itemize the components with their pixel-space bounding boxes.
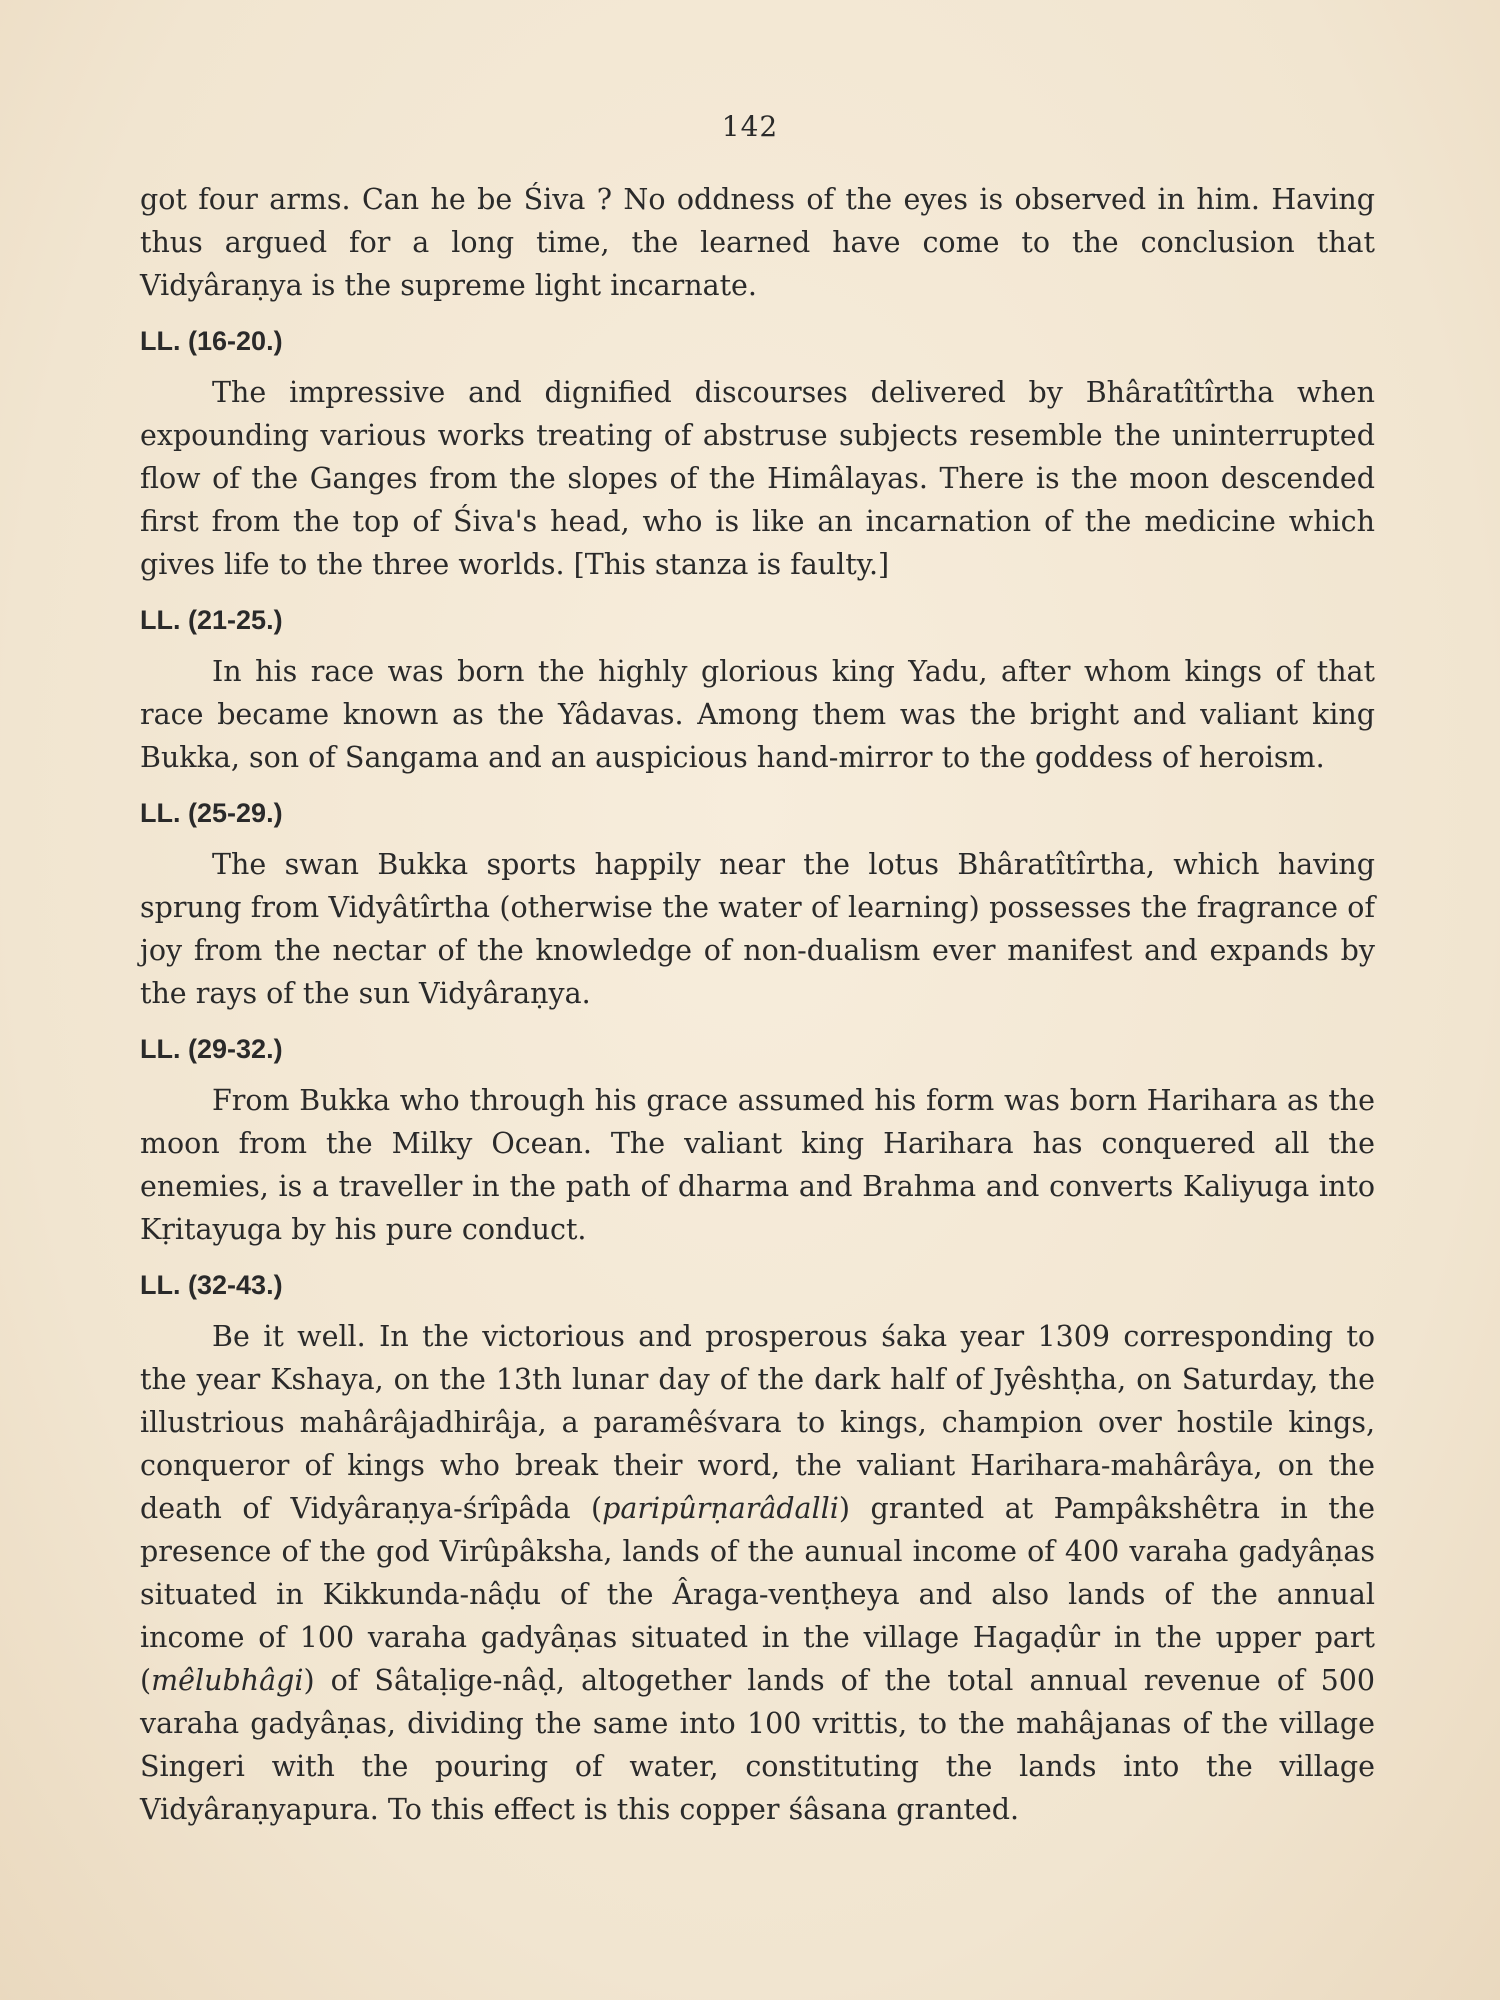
heading-prefix: LL. [140, 605, 181, 635]
section-paragraph: From Bukka who through his grace assumed his form was born Harihara as the moon from the Milky Ocean. The valiant king Harihara has conquered all the enemies, is a traveller in the path of dharma and Brahma and converts Kaliyuga into Kṛitayuga by his pure conduct. [140, 1084, 1375, 1246]
section-paragraph [140, 1315, 1375, 1831]
document-body [140, 178, 1375, 1831]
heading-range: (21-25.) [188, 605, 283, 635]
section-heading [140, 1265, 1375, 1305]
heading-prefix: LL. [140, 1034, 181, 1064]
heading-range: (32-43.) [188, 1270, 283, 1300]
section-heading [140, 321, 1375, 361]
paragraph-text: ) granted at Pampâkshêtra in the presence of the god Virûpâksha, lands of the aunual income of 400 varaha gadyâṇas situated in Kikkunda-nâḍu of the Âraga-venṭheya and also lands of the annual income of 100 varaha gadyâṇas situated in the village Hagaḍûr in the upper part ( [140, 1492, 1375, 1697]
italic-term: paripûrṇarâdalli [602, 1492, 839, 1525]
opening-paragraph: got four arms. Can he be Śiva ? No oddness of the eyes is observed in him. Having thus argued for a long time, the learned have come to the conclusion that Vidyâraṇya is the supreme light incarnate. [140, 183, 1375, 302]
paragraph-text: ) of Sâtaḷige-nâḍ, altogether lands of the total annual revenue of 500 varaha gadyâṇas, dividing the same into 100 vrittis, to the mahâjanas of the village Singeri with the pouring of water, constituting the lands into the village Vidyâraṇyapura. To this effect is this copper śâsana granted. [140, 1664, 1375, 1826]
heading-range: (29-32.) [188, 1034, 283, 1064]
page-number: 142 [721, 110, 779, 143]
heading-range: (25-29.) [188, 798, 283, 828]
italic-term: mêlubhâgi [151, 1664, 304, 1697]
heading-prefix: LL. [140, 798, 181, 828]
section-heading [140, 600, 1375, 640]
paragraph-text: Be it well. In the victorious and prosperous śaka year 1309 corresponding to the year Kshaya, on the 13th lunar day of the dark half of Jyêshṭha, on Saturday, the illustrious mahârâjadhirâja, a paramêśvara to kings, champion over hostile kings, conqueror of kings who break their word, the valiant Harihara-mahârâya, on the death of Vidyâraṇya-śrîpâda ( [140, 1320, 1375, 1525]
section-paragraph: The impressive and dignified discourses delivered by Bhâratîtîrtha when expounding various works treating of abstruse subjects resemble the uninterrupted flow of the Ganges from the slopes of the Himâlayas. There is the moon descended first from the top of Śiva's head, who is like an incarnation of the medicine which gives life to the three worlds. [This stanza is faulty.] [140, 376, 1375, 581]
section-paragraph: The swan Bukka sports happily near the lotus Bhâratîtîrtha, which having sprung from Vidyâtîrtha (otherwise the water of learning) possesses the fragrance of joy from the nectar of the knowledge of non-dualism ever manifest and expands by the rays of the sun Vidyâraṇya. [140, 848, 1375, 1010]
section-paragraph: In his race was born the highly glorious king Yadu, after whom kings of that race became known as the Yâdavas. Among them was the bright and valiant king Bukka, son of Sangama and an auspicious hand-mirror to the goddess of heroism. [140, 655, 1375, 774]
section-heading [140, 793, 1375, 833]
section-heading [140, 1029, 1375, 1069]
heading-prefix: LL. [140, 1270, 181, 1300]
heading-range: (16-20.) [188, 326, 283, 356]
heading-prefix: LL. [140, 326, 181, 356]
